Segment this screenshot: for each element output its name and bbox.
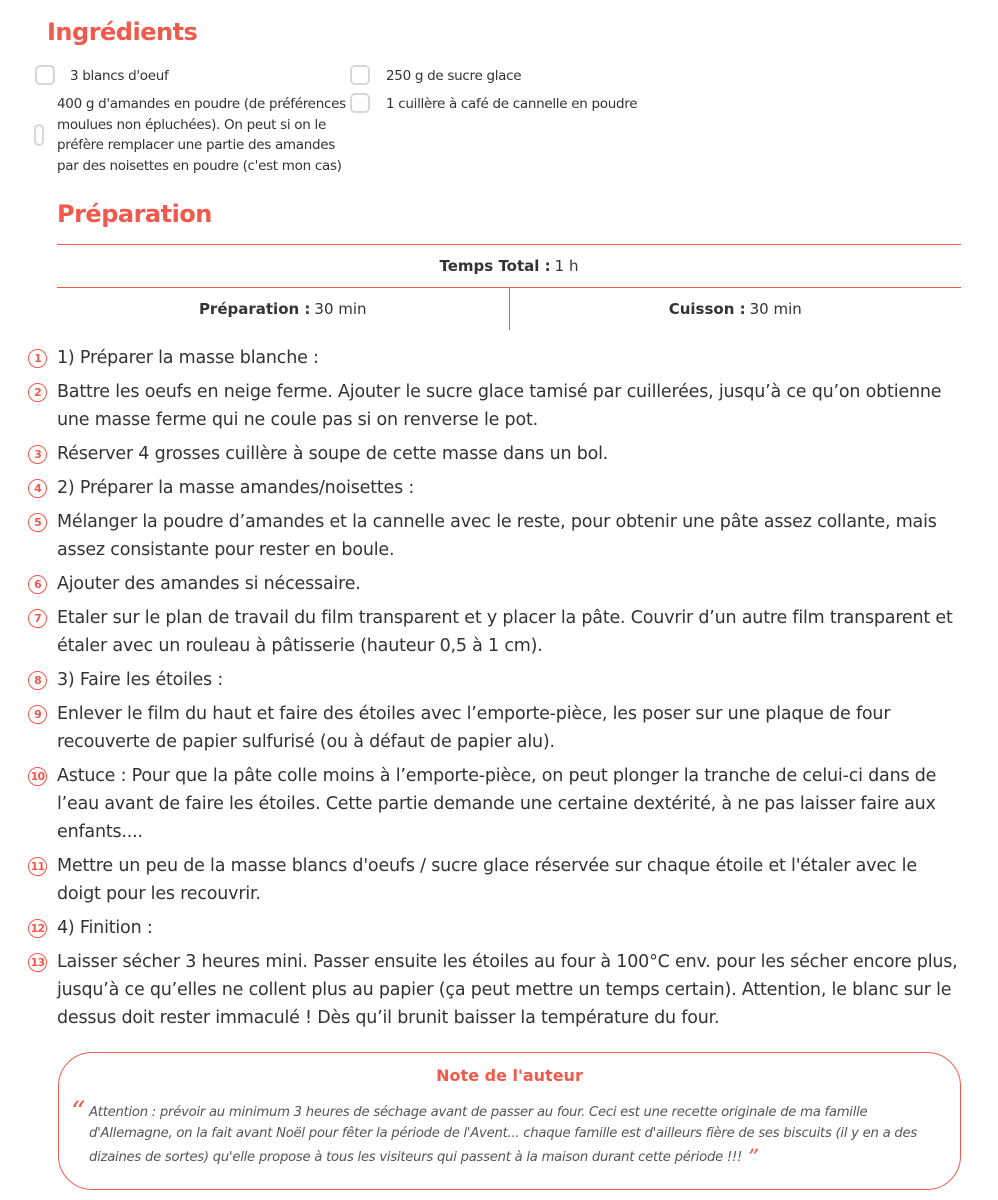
- open-quote-icon: “: [71, 1095, 86, 1128]
- step-number-badge: 2: [28, 383, 47, 402]
- step-item: [28, 508, 962, 564]
- ingredient-label-1: 3 blancs d'oeuf: [70, 68, 169, 84]
- step-text: Battre les oeufs en neige ferme. Ajouter le sucre glace tamisé par cuillerées, jusqu’à ce qu’on obtienne une masse ferme qui ne coule pas si on renverse le pot.: [57, 382, 942, 430]
- step-text: Ajouter des amandes si nécessaire.: [57, 574, 361, 594]
- step-item: [28, 852, 962, 908]
- author-note-title: Note de l'auteur: [436, 1066, 583, 1085]
- step-item: [28, 474, 962, 502]
- step-number-badge: 1: [28, 349, 47, 368]
- preparation-title: Préparation: [57, 200, 212, 228]
- cook-time-label: Cuisson :: [668, 300, 746, 318]
- prep-time-label: Préparation :: [198, 300, 311, 318]
- step-number-badge: 6: [28, 575, 47, 594]
- cook-time-value: 30 min: [749, 300, 802, 318]
- step-text: Mettre un peu de la masse blancs d'oeufs / sucre glace réservée sur chaque étoile et l'étaler avec le doigt pour les recouvrir.: [57, 856, 917, 904]
- step-text: 4) Finition :: [57, 918, 153, 938]
- step-item: [28, 440, 962, 468]
- step-number-badge: 5: [28, 513, 47, 532]
- step-number-badge: 9: [28, 705, 47, 724]
- step-text: 1) Préparer la masse blanche :: [57, 348, 319, 368]
- step-number-badge: 3: [28, 445, 47, 464]
- step-item: [28, 700, 962, 756]
- ingredients-title: Ingrédients: [47, 18, 198, 46]
- step-number-badge: 11: [28, 857, 47, 876]
- prep-time-cell: [57, 288, 510, 330]
- cook-time-cell: [510, 288, 962, 330]
- step-text: Mélanger la poudre d’amandes et la cannelle avec le reste, pour obtenir une pâte assez collante, mais assez consistante pour rester en boule.: [57, 512, 937, 560]
- total-time-row: [57, 244, 961, 288]
- step-text: Réserver 4 grosses cuillère à soupe de cette masse dans un bol.: [57, 444, 609, 464]
- author-note: [58, 1052, 961, 1190]
- step-item: [28, 570, 962, 598]
- author-note-text: [89, 1102, 939, 1171]
- total-time-label: Temps Total :: [439, 257, 551, 275]
- step-item: [28, 604, 962, 660]
- steps-list: [28, 344, 962, 1038]
- step-text: Etaler sur le plan de travail du film transparent et y placer la pâte. Couvrir d’un autre film transparent et étaler avec un rouleau à pâtisserie (hauteur 0,5 à 1 cm).: [57, 608, 953, 656]
- ingredient-label-3: 400 g d'amandes en poudre (de préférences moulues non épluchées). On peut si on le préfère remplacer une partie des amandes par des noisettes en poudre (c'est mon cas): [57, 96, 346, 174]
- step-number-badge: 13: [28, 953, 47, 972]
- author-note-body: Attention : prévoir au minimum 3 heures de séchage avant de passer au four. Ceci est une recette originale de ma famille d'Allemagne, on la fait avant Noël pour fêter la période de l'Avent... chaque famille est d'ailleurs fière de ses biscuits (il y en a des dizaines de sortes) qu'elle propose à tous les visiteurs qui passent à la maison durant cette période !!!: [89, 1105, 917, 1165]
- step-item: [28, 914, 962, 942]
- time-summary: [57, 244, 961, 330]
- close-quote-icon: ”: [748, 1146, 760, 1171]
- step-number-badge: 4: [28, 479, 47, 498]
- ingredient-checkbox-3[interactable]: [34, 124, 44, 146]
- prep-time-value: 30 min: [314, 300, 367, 318]
- step-item: [28, 378, 962, 434]
- ingredient-checkbox-4[interactable]: [350, 93, 370, 113]
- step-text: Laisser sécher 3 heures mini. Passer ensuite les étoiles au four à 100°C env. pour les sécher encore plus, jusqu’à ce qu’elles ne collent plus au papier (ça peut mettre un temps certain). Attention, le blanc sur le dessus doit rester immaculé ! Dès qu’il brunit baisser la température du four.: [57, 952, 958, 1028]
- step-number-badge: 10: [28, 767, 47, 786]
- ingredient-label-4: 1 cuillère à café de cannelle en poudre: [386, 96, 638, 112]
- ingredient-checkbox-1[interactable]: [35, 65, 55, 85]
- step-text: 3) Faire les étoiles :: [57, 670, 224, 690]
- step-item: [28, 344, 962, 372]
- step-item: [28, 948, 962, 1032]
- step-text: 2) Préparer la masse amandes/noisettes :: [57, 478, 415, 498]
- step-number-badge: 7: [28, 609, 47, 628]
- step-item: [28, 666, 962, 694]
- step-item: [28, 762, 962, 846]
- step-number-badge: 12: [28, 919, 47, 938]
- step-text: Enlever le film du haut et faire des étoiles avec l’emporte-pièce, les poser sur une plaque de four recouverte de papier sulfurisé (ou à défaut de papier alu).: [57, 704, 891, 752]
- ingredient-label-2: 250 g de sucre glace: [386, 68, 522, 84]
- total-time-value: 1 h: [554, 257, 579, 275]
- step-text: Astuce : Pour que la pâte colle moins à l’emporte-pièce, on peut plonger la tranche de celui-ci dans de l’eau avant de faire les étoiles. Cette partie demande une certaine dextérité, à ne pas laisser faire aux enfants....: [57, 766, 937, 842]
- ingredient-checkbox-2[interactable]: [350, 65, 370, 85]
- time-detail-row: [57, 288, 961, 330]
- step-number-badge: 8: [28, 671, 47, 690]
